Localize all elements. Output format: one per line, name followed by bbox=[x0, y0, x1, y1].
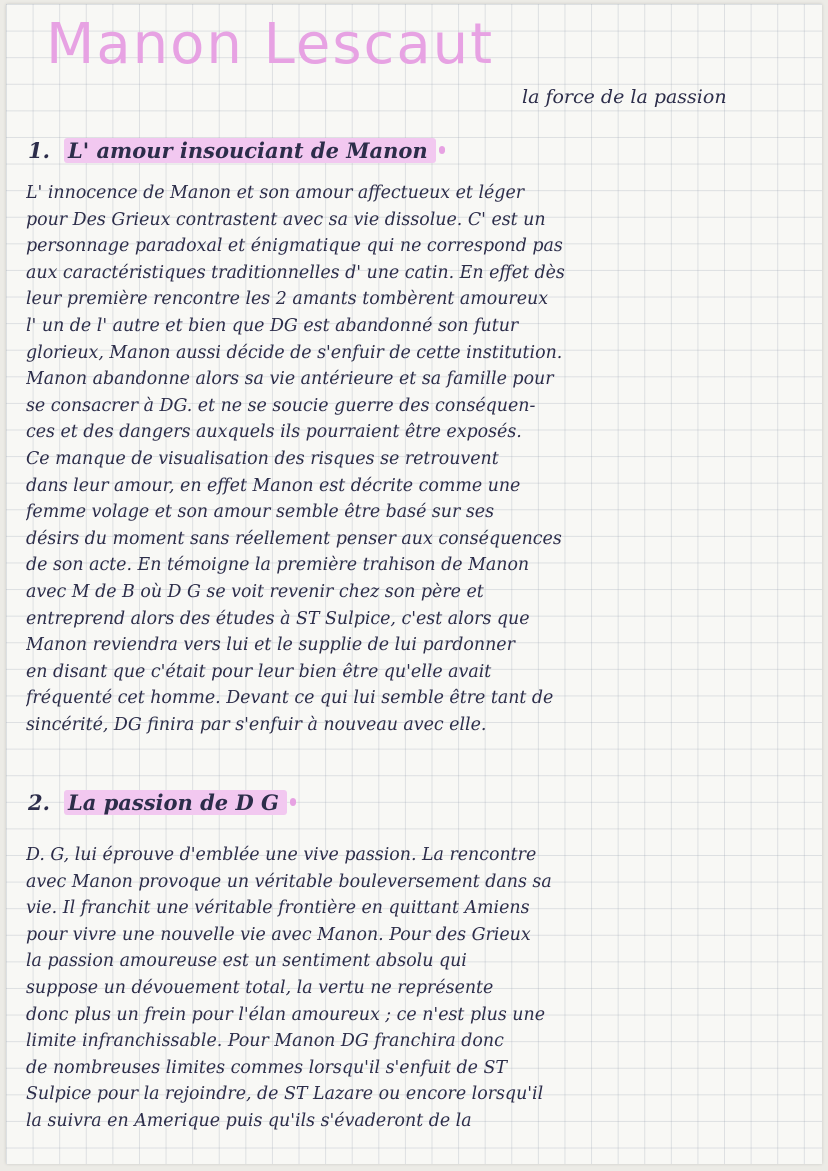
text-line: leur première rencontre les 2 amants tombèrent amoureux bbox=[26, 289, 549, 310]
text-line: Sulpice pour la rejoindre, de ST Lazare ou encore lorsqu'il bbox=[26, 1084, 544, 1105]
text-line: pour vivre une nouvelle vie avec Manon. Pour des Grieux bbox=[26, 924, 531, 945]
section-number: 2. bbox=[28, 790, 50, 815]
section-1-body bbox=[26, 180, 816, 738]
text-line: D. G, lui éprouve d'emblée une vive passion. La rencontre bbox=[26, 845, 537, 865]
text-line: avec M de B où D G se voit revenir chez son père et bbox=[26, 581, 484, 602]
text-line: suppose un dévouement total, la vertu ne représente bbox=[26, 977, 494, 998]
text-line: glorieux, Manon aussi décide de s'enfuir de cette institution. bbox=[26, 342, 563, 363]
section-heading-1 bbox=[28, 138, 445, 163]
text-line: de nombreuses limites commes lorsqu'il s'enfuit de ST bbox=[26, 1057, 507, 1078]
text-line: femme volage et son amour semble être basé sur ses bbox=[26, 502, 494, 523]
page-subtitle: la force de la passion bbox=[522, 86, 727, 108]
section-number: 1. bbox=[28, 138, 50, 163]
section-heading-text: L' amour insouciant de Manon bbox=[64, 138, 436, 163]
text-line: fréquenté cet homme. Devant ce qui lui semble être tant de bbox=[26, 688, 554, 709]
text-line: personnage paradoxal et énigmatique qui ne correspond pas bbox=[26, 236, 563, 257]
text-line: entreprend alors des études à ST Sulpice, c'est alors que bbox=[26, 608, 530, 629]
text-line: se consacrer à DG. et ne se soucie guerre des conséquen- bbox=[26, 395, 536, 416]
text-line: vie. Il franchit une véritable frontière en quittant Amiens bbox=[26, 898, 530, 919]
page-title: Manon Lescaut bbox=[46, 12, 495, 77]
highlight-dot bbox=[439, 146, 445, 154]
section-2-body bbox=[26, 842, 816, 1135]
text-line: pour Des Grieux contrastent avec sa vie dissolue. C' est un bbox=[26, 209, 546, 230]
section-heading-text: La passion de D G bbox=[64, 790, 287, 815]
text-line: Manon abandonne alors sa vie antérieure et sa famille pour bbox=[26, 369, 554, 390]
text-line: donc plus un frein pour l'élan amoureux ; ce n'est plus une bbox=[26, 1004, 545, 1025]
highlight-dot bbox=[290, 798, 296, 806]
text-line: ces et des dangers auxquels ils pourraient être exposés. bbox=[26, 422, 522, 443]
text-line: aux caractéristiques traditionnelles d' une catin. En effet dès bbox=[26, 262, 565, 283]
text-line: L' innocence de Manon et son amour affectueux et léger bbox=[26, 183, 525, 203]
text-line: la suivra en Amerique puis qu'ils s'évaderont de la bbox=[26, 1110, 472, 1131]
text-line: l' un de l' autre et bien que DG est abandonné son futur bbox=[26, 315, 519, 336]
text-line: limite infranchissable. Pour Manon DG franchira donc bbox=[26, 1031, 504, 1052]
section-heading-2 bbox=[28, 790, 296, 815]
text-line: dans leur amour, en effet Manon est décrite comme une bbox=[26, 475, 521, 496]
text-line: avec Manon provoque un véritable bouleversement dans sa bbox=[26, 871, 552, 892]
text-line: Manon reviendra vers lui et le supplie de lui pardonner bbox=[26, 635, 515, 656]
text-line: Ce manque de visualisation des risques se retrouvent bbox=[26, 448, 499, 469]
text-line: de son acte. En témoigne la première trahison de Manon bbox=[26, 555, 530, 576]
text-line: désirs du moment sans réellement penser aux conséquences bbox=[26, 528, 562, 549]
notebook-page bbox=[6, 4, 822, 1164]
text-line: en disant que c'était pour leur bien être qu'elle avait bbox=[26, 661, 492, 682]
text-line: sincérité, DG finira par s'enfuir à nouveau avec elle. bbox=[26, 714, 487, 735]
text-line: la passion amoureuse est un sentiment absolu qui bbox=[26, 951, 467, 972]
